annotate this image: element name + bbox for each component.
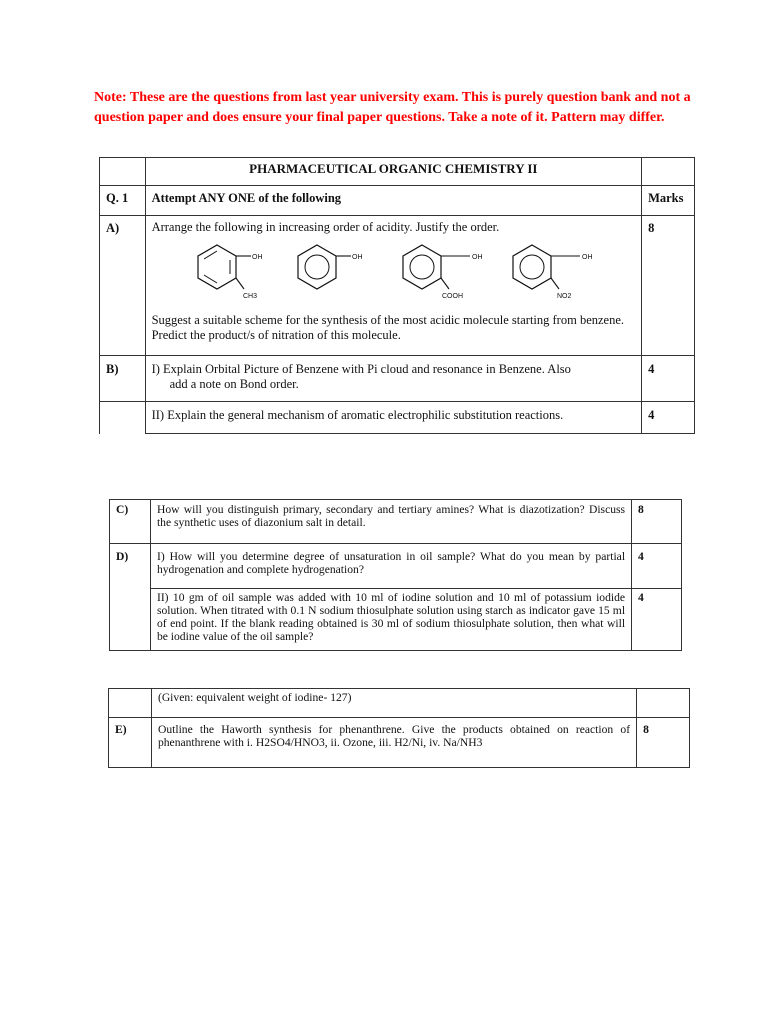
phenol-structures [192,239,612,309]
molecule-4-substituent: NO2 [556,293,571,300]
molecule-3-substituent: COOH [441,293,463,300]
question-d-label: D) [110,544,151,651]
question-e-label: E) [109,718,152,768]
question-a-text: Arrange the following in increasing order of acidity. Justify the order. [151,220,500,234]
question-b-part2: II) Explain the general mechanism of aromatic electrophilic substitution reactions. [145,402,642,434]
molecule-1-oh: OH [251,254,263,261]
paper-title: PHARMACEUTICAL ORGANIC CHEMISTRY II [145,158,642,186]
molecule-phenol [298,245,363,289]
molecule-hydroxybenzoic-acid [403,245,483,300]
question-d-part2: II) 10 gm of oil sample was added with 10 ml of iodine solution and 10 ml of potassium iodide solution. When titrated with 0.1 N sodium thiosulphate solution using starch as indicator gave 15 ml of end point. If the blank reading obtained is 30 ml of sodium thiosulphate solution, then what will be iodine value of the oil sample? [150,589,631,651]
question-e-marks: 8 [637,718,690,768]
question-d-part1: I) How will you determine degree of unsaturation in oil sample? What do you mean by partial hydrogenation and complete hydrogenation? [150,544,631,589]
question-b-label: B) [100,356,146,402]
question-c-text: How will you distinguish primary, secondary and tertiary amines? What is diazotization? Discuss the synthetic uses of diazonium salt in detail. [150,500,631,544]
molecule-1-substituent: CH3 [242,293,257,300]
molecule-nitrophenol [513,245,593,300]
question-table-3 [108,688,690,768]
question-d-marks-2: 4 [632,589,682,651]
question-instruction: Attempt ANY ONE of the following [145,186,642,216]
question-a-marks: 8 [642,216,695,356]
question-a-text-2: Suggest a suitable scheme for the synthesis of the most acidic molecule starting from benzene. Predict the product/s of nitration of this molecule. [151,313,625,342]
question-d-marks-1: 4 [632,544,682,589]
given-note: (Given: equivalent weight of iodine- 127) [151,689,636,718]
question-a-label: A) [100,216,146,356]
molecule-2-oh: OH [351,254,363,261]
question-c-label: C) [110,500,151,544]
question-table-2 [109,499,682,651]
question-a-cell [145,216,642,356]
question-b-marks-1: 4 [642,356,695,402]
molecule-cresol [198,245,263,300]
molecule-3-oh: OH [471,254,483,261]
question-c-marks: 8 [632,500,682,544]
question-b-part1: I) Explain Orbital Picture of Benzene with Pi cloud and resonance in Benzene. Also [151,362,571,376]
question-b-part1-cell [145,356,642,402]
question-table-1 [99,157,695,434]
question-number: Q. 1 [100,186,146,216]
molecule-4-oh: OH [581,254,593,261]
disclaimer-note: Note: These are the questions from last year university exam. This is purely question bank and not a question paper and does ensure your final paper questions. Take a note of it. Pattern may differ. [94,90,691,125]
question-b-marks-2: 4 [642,402,695,434]
question-e-text: Outline the Haworth synthesis for phenanthrene. Give the products obtained on reaction of phenanthrene with i. H2SO4/HNO3, ii. Ozone, iii. H2/Ni, iv. Na/NH3 [151,718,636,768]
question-b-part1-cont: add a note on Bond order. [169,377,299,391]
marks-header: Marks [642,186,695,216]
